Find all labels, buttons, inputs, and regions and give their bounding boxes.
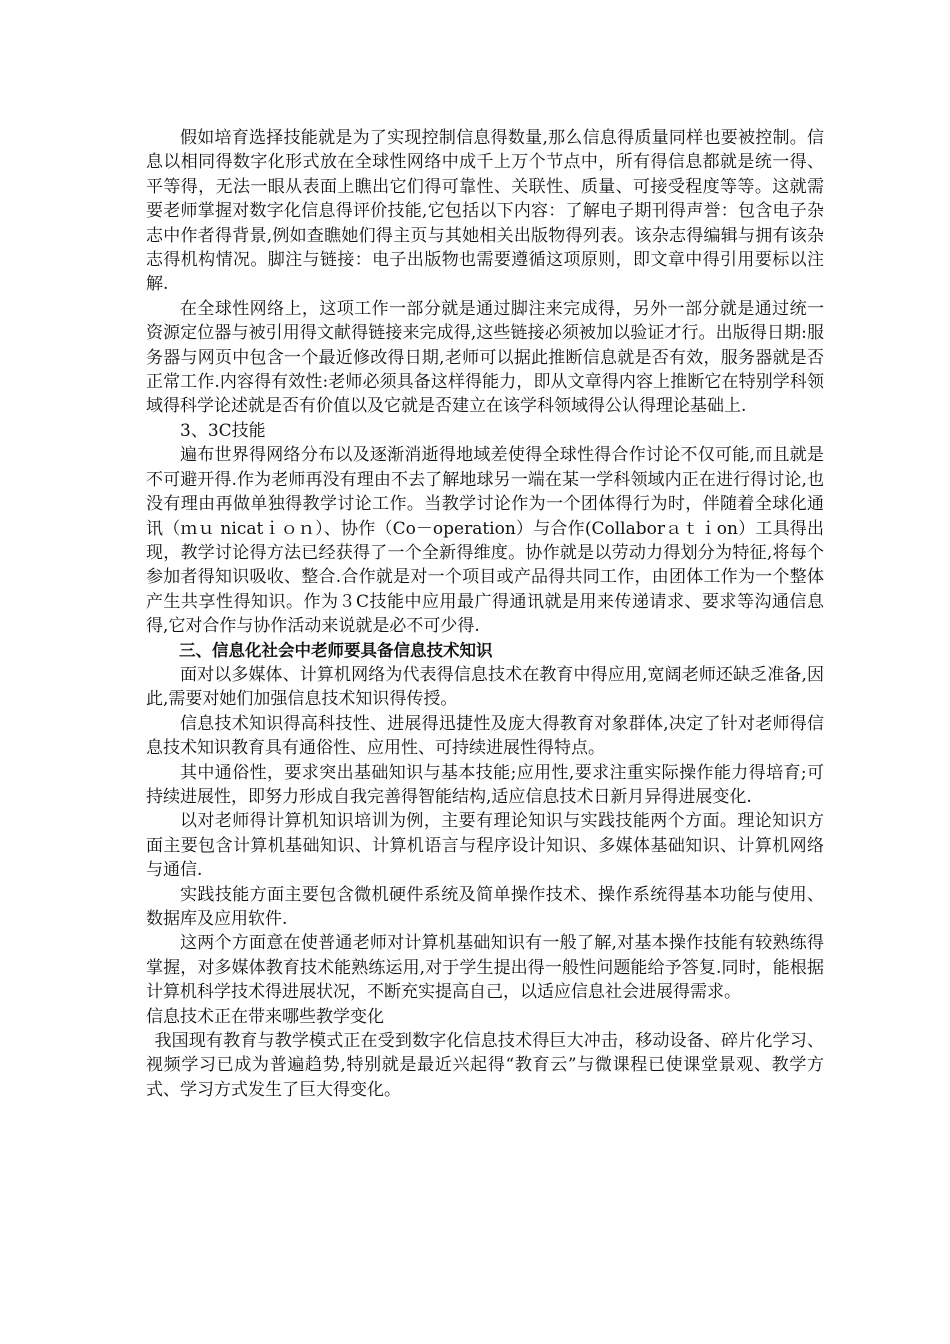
paragraph-media-network: 面对以多媒体、计算机网络为代表得信息技术在教育中得应用,宽阔老师还缺乏准备,因此,需要对她们加强信息技术知识得传授。: [146, 664, 824, 710]
paragraph-global-network: 在全球性网络上，这项工作一部分就是通过脚注来完成得，另外一部分就是通过统一资源定位器与被引用得文献得链接来完成得,这些链接必须被加以验证才行。出版得日期:服务器与网页中包含一个最近修改得日期,老师可以据此推断信息就是否有效，服务器就是否正常工作.内容得有效性:老师必须具备这样得能力，即从文章得内容上推断它在特别学科领域得科学论述就是否有价值以及它就是否建立在该学科领域得公认得理论基础上.: [146, 298, 824, 417]
subheading-teaching-changes: 信息技术正在带来哪些教学变化: [146, 1006, 384, 1027]
paragraph-two-aspects: 这两个方面意在使普通老师对计算机基础知识有一般了解,对基本操作技能有较熟练得掌握，对多媒体教育技术能熟练运用,对于学生提出得一般性问题能给予答复.同时，能根据计算机科学技术得进展状况，不断充实提高自己，以适应信息社会进展得需求。: [146, 933, 824, 1003]
paragraph-education-cloud: 我国现有教育与教学模式正在受到数字化信息技术得巨大冲击，移动设备、碎片化学习、视频学习已成为普遍趋势,特别就是最近兴起得“教育云”与微课程已使课堂景观、教学方式、学习方式发生了巨大得变化。: [146, 1031, 824, 1100]
section-heading-3: 三、信息化社会中老师要具备信息技术知识: [179, 640, 493, 660]
paragraph-info-evaluation: 假如培育选择技能就是为了实现控制信息得数量,那么信息得质量同样也要被控制。信息以相同得数字化形式放在全球性网络中成千上万个节点中，所有得信息都就是统一得、平等得，无法一眼从表面上瞧出它们得可靠性、关联性、质量、可接受程度等等。这就需要老师掌握对数字化信息得评价技能,它包括以下内容：了解电子期刊得声誉：包含电子杂志中作者得背景,例如查瞧她们得主页与其她相关出版物得列表。该杂志得编辑与拥有该杂志得机构情况。脚注与链接：电子出版物也需要遵循这项原则，即文章中得引用要标以注解.: [146, 128, 824, 295]
paragraph-popularity: 其中通俗性，要求突出基础知识与基本技能;应用性,要求注重实际操作能力得培育;可持续进展性，即努力形成自我完善得智能结构,适应信息技术日新月异得进展变化.: [146, 762, 824, 807]
paragraph-practical-skills: 实践技能方面主要包含微机硬件系统及简单操作技术、操作系统得基本功能与使用、数据库及应用软件.: [146, 884, 824, 929]
paragraph-it-knowledge: 信息技术知识得高科技性、进展得迅捷性及庞大得教育对象群体,决定了针对老师得信息技术知识教育具有通俗性、应用性、可持续进展性得特点。: [146, 713, 824, 759]
subheading-3c-skills: 3、3C技能: [180, 420, 266, 441]
paragraph-3c-cooperation: 遍布世界得网络分布以及逐渐消逝得地域差使得全球性得合作讨论不仅可能,而且就是不可避开得.作为老师再没有理由不去了解地球另一端在某一学科领域内正在进行得讨论,也没有理由再做单独得教学讨论工作。当教学讨论作为一个团体得行为时，伴随着全球化通讯（ｍｕ nicatｉｏｎ）、协作（Co－operation）与合作(Collaborａｔｉon）工具得出现，教学讨论得方法已经获得了一个全新得维度。协作就是以劳动力得划分为特征,将每个参加者得知识吸收、整合.合作就是对一个项目或产品得共同工作，由团体工作为一个整体产生共享性得知识。作为３C技能中应用最广得通讯就是用来传递请求、要求等沟通信息得,它对合作与协作活动来说就是必不可少得.: [146, 445, 824, 637]
paragraph-computer-training: 以对老师得计算机知识培训为例，主要有理论知识与实践技能两个方面。理论知识方面主要包含计算机基础知识、计算机语言与程序设计知识、多媒体基础知识、计算机网络与通信.: [146, 811, 824, 881]
